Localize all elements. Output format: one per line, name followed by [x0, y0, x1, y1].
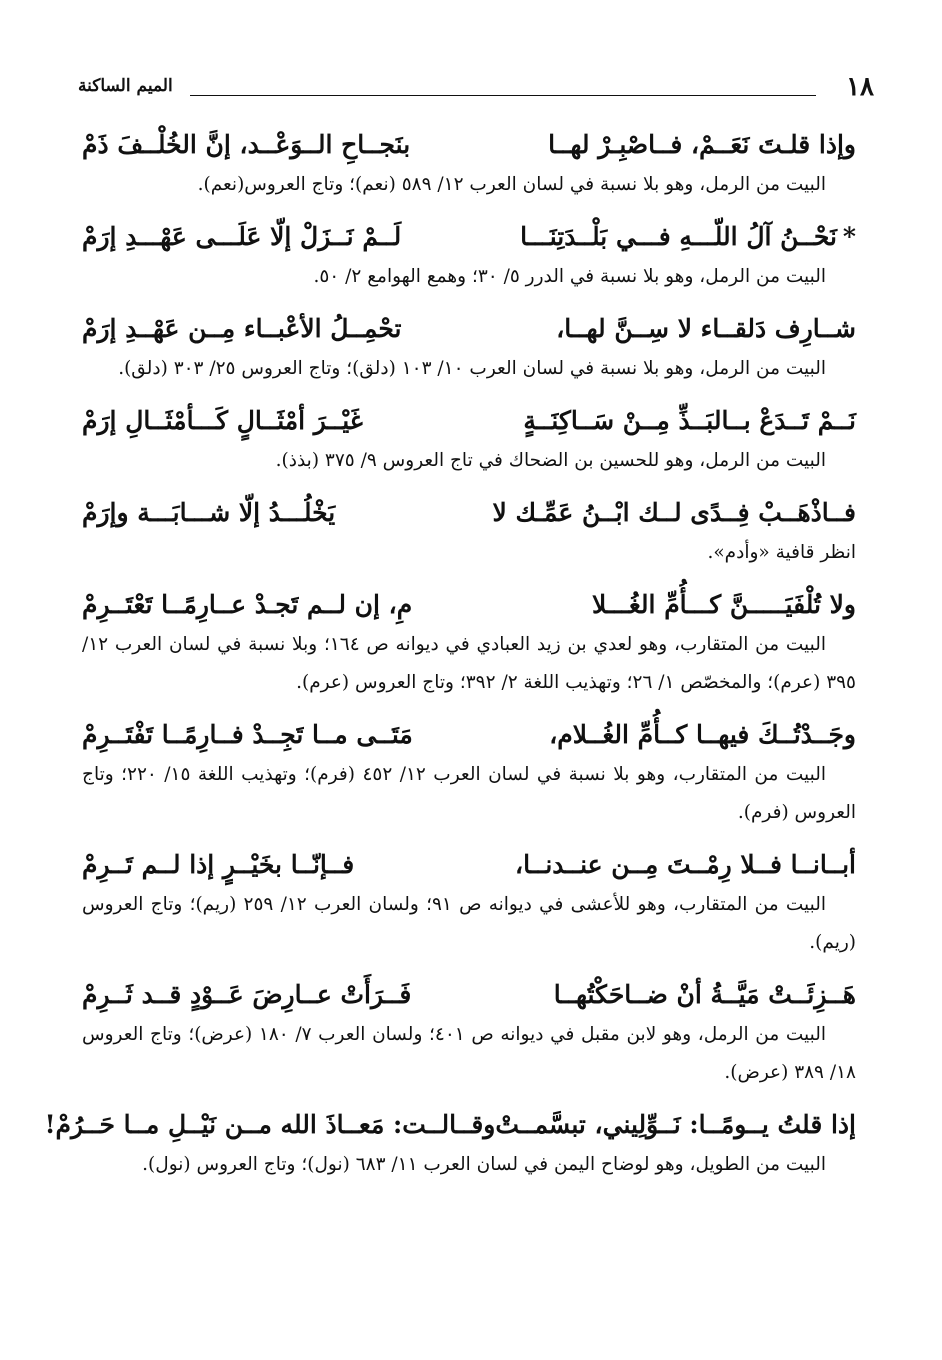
verse-line	[82, 712, 856, 756]
hemistich-text: نَــمْ تَــدَعْ بــالبَــذِّ مِــنْ سَــاكِنَــةٍ	[523, 405, 856, 435]
verse-note: البيت من الرمل، وهو للحسين بن الضحاك في تاج العروس ٩/ ٣٧٥ (بذذ).	[275, 450, 826, 471]
hemistich-text: وإذا قلـتَ نَعَــمْ، فــاصْبِـرْ لهــا	[548, 129, 856, 159]
verse-note: البيت من الطويل، وهو لوضاح اليمن في لسان العرب ١١/ ٦٨٣ (نول)؛ وتاج العروس (نول).	[142, 1154, 826, 1175]
verse-second-hemistich: بنَجــاحِ الــوَعْــد، إنَّ الخُلْــفَ ذَمْ	[82, 129, 411, 159]
hemistich-text: وجَــدْتُــكَ فيهــا كــأُمِّ الغُــلام،	[549, 719, 856, 749]
header-rule	[190, 95, 816, 96]
hemistich-text: ولا تُلْفَيَـــــنَّ كـــأُمِّ الغُـــلا	[591, 589, 856, 619]
asterisk-mark: *	[842, 221, 856, 251]
verse-first-hemistich	[549, 720, 856, 749]
hemistich-text: إذا قلتُ يــومًــا: نَــوِّلِيني، تبسَّمــتْ	[495, 1109, 856, 1139]
verse-note: البيت من الرمل، وهو لابن مقبل في ديوانه ص ٤٠١؛ ولسان العرب ٧/ ١٨٠ (عرض)؛ وتاج العروس ١٨/ ٣٨٩ (عرض).	[82, 1024, 856, 1083]
page-header	[78, 72, 874, 106]
verse-first-hemistich	[592, 590, 856, 619]
verse-line	[82, 972, 856, 1016]
hemistich-text: شــارِف دَلقــاء لا سِــنَّ لهــا،	[556, 313, 856, 343]
verse-first-hemistich	[548, 130, 856, 159]
hemistich-text: فــاذْهَــبْ فِــدًى لــك ابْــنُ عَمِّـك لا	[492, 497, 856, 527]
verse-second-hemistich: مِ، إن لــم تَجـدْ عــارِمًــا تَعْتَــرِمْ	[82, 589, 413, 619]
hemistich-text: أبــانــا فــلا رِمْــتَ مِــن عنــدنــا،	[515, 849, 856, 879]
verse-first-hemistich	[515, 850, 856, 879]
verse-note: البيت من المتقارب، وهو لعدي بن زيد العبادي في ديوانه ص ١٦٤؛ وبلا نسبة في لسان العرب ١٢/ ٣٩٥ (عرم)؛ والمخصّص ١/ ٢٦؛ وتهذيب اللغة ٢/ ٣٩٢؛ وتاج العروس (عرم).	[82, 634, 856, 693]
hemistich-text: نَحْــنُ آلُ اللّـــهِ فـــي بَلْــدَتِنَـــا	[520, 221, 837, 251]
running-title: الميم الساكنة	[78, 76, 173, 96]
verse-second-hemistich: وقــالــت: مَعــاذَ الله مــن نَيْــلِ مــا حَــرُمْ!	[44, 1109, 496, 1139]
verse-note: البيت من الرمل، وهو بلا نسبة في الدرر ٥/ ٣٠؛ وهمع الهوامع ٢/ ٥٠.	[313, 266, 826, 287]
verse-second-hemistich: غَيْــرَ أمْثَــالٍ كَـــأمْثَــالِ إرَمْ	[82, 405, 363, 435]
verse-first-hemistich	[554, 980, 856, 1009]
verse-first-hemistich	[495, 1110, 856, 1139]
page-number: ١٨	[846, 72, 874, 102]
verse-line	[82, 122, 856, 166]
verse-first-hemistich	[523, 406, 856, 435]
verse-line	[44, 1102, 856, 1146]
verse-second-hemistich: تحْمِــلُ الأعْبــاء مِــن عَهْــدِ إرَمْ	[82, 313, 402, 343]
verse-first-hemistich	[520, 222, 856, 251]
verse-line	[82, 398, 856, 442]
verse-line	[82, 490, 856, 534]
verse-line	[82, 306, 856, 350]
verse-note: انظر قافية «وأدم».	[707, 542, 856, 563]
verse-line	[82, 842, 856, 886]
verse-note: البيت من المتقارب، وهو للأعشى في ديوانه ص ٩١؛ ولسان العرب ١٢/ ٢٥٩ (ريم)؛ وتاج العروس (ريم).	[82, 894, 856, 953]
verse-first-hemistich	[493, 498, 856, 527]
verse-second-hemistich: مَتَــى مــا تَجِــدْ فــارِمًــا تَفْتَــرِمْ	[82, 719, 413, 749]
page-body	[44, 120, 856, 1194]
verse-second-hemistich: يَخْلُـــدُ إلّا شـــابَـــة وإرَمْ	[82, 497, 336, 527]
verse-second-hemistich: لَــمْ نَــزَلْ إلّا عَلَـــى عَهْـــدِ إرَمْ	[82, 221, 402, 251]
verse-line	[82, 214, 856, 258]
verse-second-hemistich: فَــرَأَتْ عــارِضَ عَــوْدٍ قــد ثَــرِمْ	[82, 979, 412, 1009]
verse-note: البيت من الرمل، وهو بلا نسبة في لسان العرب ١٢/ ٥٨٩ (نعم)؛ وتاج العروس(نعم).	[197, 174, 826, 195]
verse-note: البيت من المتقارب، وهو بلا نسبة في لسان العرب ١٢/ ٤٥٢ (فرم)؛ وتهذيب اللغة ١٥/ ٢٢٠؛ وتاج العروس (فرم).	[82, 764, 856, 823]
verse-line	[82, 582, 856, 626]
verse-note: البيت من الرمل، وهو بلا نسبة في لسان العرب ١٠/ ١٠٣ (دلق)؛ وتاج العروس ٢٥/ ٣٠٣ (دلق).	[118, 358, 826, 379]
verse-second-hemistich: فــإنّــا بخَيْــرٍ إذا لــم تَــرِمْ	[82, 849, 355, 879]
verse-first-hemistich	[556, 314, 856, 343]
hemistich-text: هَــزِئَــتْ مَيَّــةُ أنْ ضــاحَكْتُهــا	[553, 979, 856, 1009]
